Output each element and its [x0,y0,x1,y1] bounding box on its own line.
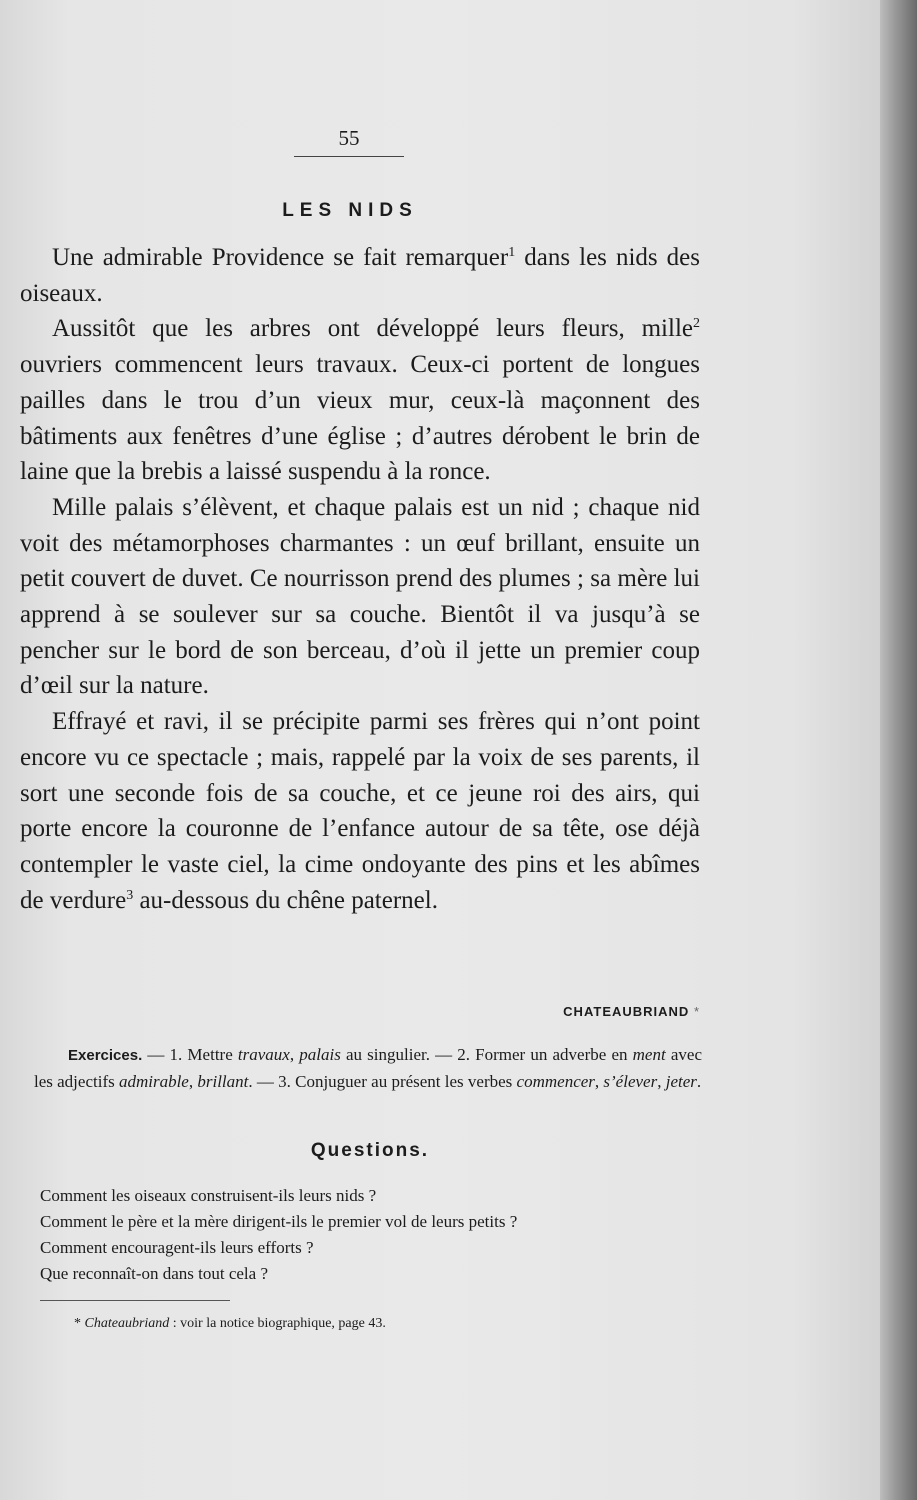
paragraph-1 [20,240,700,311]
exercise-word: palais [299,1045,341,1064]
exercise-word: commencer [516,1072,595,1091]
footnote-mark: * [74,1316,85,1331]
exercise-text: au singulier. — 2. Former un adverbe en [340,1045,633,1064]
author-signature [360,1004,700,1019]
footnote-text: : voir la notice biographique, page 43. [169,1316,386,1331]
page-number-rule [294,156,404,157]
exercise-text: avec les adjectifs [34,1045,702,1091]
paragraph-text: Mille palais s’élèvent, et chaque palais est un nid ; chaque nid voit des métamorphoses charmantes : un œuf brillant, ensuite un petit couvert de duvet. Ce nourrisson prend des plumes ; sa mère lui apprend à se soulever sur sa couche. Bientôt il va jusqu’à se pencher sur le bord de son berceau, d’où il jette un premier coup d’œil sur la nature. [20,493,700,700]
footnote-name: Chateaubriand [84,1316,170,1331]
author-footnote-mark: * [693,1004,700,1019]
exercise-text: . [696,1072,702,1091]
exercise-text: — 1. Mettre [142,1045,238,1064]
questions-title: Questions. [310,1140,430,1161]
page-title: LES NIDS [282,200,418,221]
page-edge-shadow [880,0,917,1500]
exercise-word: travaux [237,1045,290,1064]
exercise-word: jeter [665,1072,697,1091]
paragraph-2 [20,311,700,490]
exercise-word: admirable [118,1072,189,1091]
main-text [20,240,700,918]
exercise-text: , [657,1072,666,1091]
page-number: 55 [338,126,360,150]
paragraph-4 [20,704,700,918]
exercise-word: ment [632,1045,666,1064]
question-item: Comment encouragent-ils leurs efforts ? [40,1238,314,1257]
exercises-label: Exercices. [68,1047,143,1064]
footnote-ref: 1 [508,245,516,260]
exercises-block [34,1042,702,1095]
exercise-word: brillant [197,1072,249,1091]
question-item: Que reconnaît-on dans tout cela ? [40,1264,268,1283]
exercise-text: . — 3. Conjuguer au présent les verbes [248,1072,517,1091]
paragraph-text: dans les nids des oiseaux. [20,244,700,307]
footnote-rule [40,1300,230,1301]
footnote [74,1314,694,1334]
paragraph-text: Effrayé et ravi, il se précipite parmi ses frères qui n’ont point encore vu ce spectacle ; mais, rappelé par la voix de ses parents, il sort une seconde fois de sa couche, et ce jeune roi des airs, qui porte encore la couronne de l’enfance autour de sa tête, ose déjà contempler le vaste ciel, la cime ondoyante des pins et les abîmes de verdure [20,708,700,914]
paragraph-text: Une admirable Providence se fait remarquer [52,244,509,271]
footnote-ref: 2 [693,316,700,332]
question-item: Comment le père et la mère dirigent-ils le premier vol de leurs petits ? [40,1212,518,1231]
exercise-word: s’élever [603,1072,658,1091]
question-item: Comment les oiseaux construisent-ils leurs nids ? [40,1186,377,1205]
footnote-ref: 3 [126,887,134,903]
exercise-text: , [594,1072,604,1091]
paragraph-3 [20,490,700,704]
exercise-text: , [289,1045,300,1064]
exercise-text: , [188,1072,198,1091]
author-name: CHATEAUBRIAND [563,1004,690,1019]
paragraph-text: au-dessous du chêne paternel. [133,886,438,914]
paragraph-text: ouvriers commencent leurs travaux. Ceux-ci portent de longues pailles dans le trou d’un vieux mur, ceux-là maçonnent des bâtiments aux fenêtres d’une église ; d’autres dérobent le brin de laine que la brebis a laissé suspendu à la ronce. [20,351,700,486]
questions-list [40,1183,720,1287]
paragraph-text: Aussitôt que les arbres ont développé leurs fleurs, mille [52,315,693,343]
